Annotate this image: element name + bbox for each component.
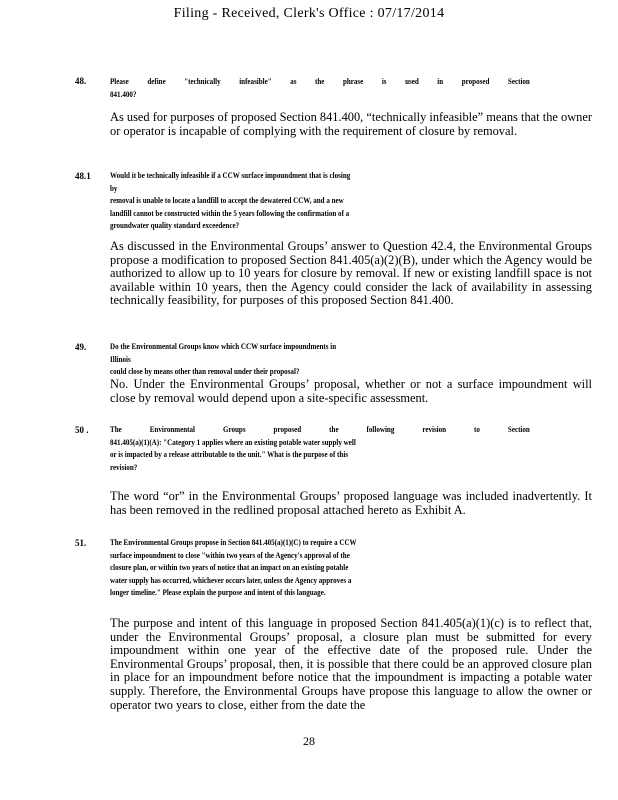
question-word: define (147, 76, 166, 86)
question-word: phrase (342, 76, 364, 86)
question-51-line: surface impoundment to close "within two years of the Agency's approval of the (110, 549, 350, 560)
question-51-line: water supply has occurred, whichever occurs later, unless the Agency approves a (110, 574, 352, 585)
question-50-line1 (110, 423, 530, 436)
question-word: used (405, 76, 419, 86)
question-48-1-number: 48.1 (75, 171, 91, 181)
answer-48-1: As discussed in the Environmental Groups’ answer to Question 42.4, the Environmental Groups propose a modification to proposed Section 841.405(a)(2)(B), under which the Agency would be authorized to allow up to 10 years for closure by removal. If new or existing landfill space is not available within 10 years, then the Agency could consider the lack of availability in assessing technically feasibility, for purposes of this proposed Section 841.400. (110, 239, 592, 308)
question-51-number: 51. (75, 538, 87, 548)
question-49-number: 49. (75, 342, 87, 352)
question-50-line: revision? (110, 461, 138, 472)
question-48-line1 (110, 75, 530, 88)
question-48-number: 48. (75, 76, 87, 86)
question-51-text (110, 536, 364, 599)
question-word: Environmental (149, 424, 196, 434)
question-51-line: longer timeline." Please explain the purpose and intent of this language. (110, 587, 326, 597)
question-50-line: or is impacted by a release attributable to the unit." What is the purpose of this (110, 449, 349, 459)
question-word: Section (507, 424, 530, 434)
question-word: as (290, 76, 297, 86)
question-48-1-line: Would it be technically infeasible if a CCW surface impoundment that is closing by (110, 170, 351, 193)
question-word: proposed (273, 424, 302, 434)
question-word: infeasible" (239, 76, 272, 86)
question-word: to (474, 424, 480, 434)
page-number: 28 (303, 734, 315, 748)
question-51-line: closure plan, or within two years of notice that an impact on an existing potable (110, 562, 349, 572)
question-48-1-line: removal is unable to locate a landfill to accept the dewatered CCW, and a new (110, 195, 344, 205)
question-50-line: 841.405(a)(1)(A): "Category 1 applies where an existing potable water supply well (110, 436, 356, 447)
question-49-line: could close by means other than removal under their proposal? (110, 366, 300, 376)
question-word: proposed (461, 76, 490, 86)
question-49-line: Do the Environmental Groups know which CCW surface impoundments in Illinois (110, 341, 337, 364)
question-50-text (110, 423, 530, 473)
answer-50: The word “or” in the Environmental Groups’ proposed language was included inadvertently. It has been removed in the redlined proposal attached hereto as Exhibit A. (110, 489, 592, 517)
question-word: following (366, 424, 395, 434)
answer-48: As used for purposes of proposed Section 841.400, “technically infeasible” means that the owner or operator is incapable of complying with the requirement of closure by removal. (110, 110, 592, 138)
question-51-line: The Environmental Groups propose in Section 841.405(a)(1)(C) to require a CCW (110, 537, 357, 547)
question-48-line2: 841.400? (110, 88, 137, 99)
question-48-text (110, 75, 530, 100)
question-50-number: 50 . (75, 425, 89, 435)
question-word: the (329, 424, 339, 434)
question-48-1-line: landfill cannot be constructed within the 5 years following the confirmation of a (110, 207, 350, 218)
answer-49: No. Under the Environmental Groups’ proposal, whether or not a surface impoundment will close by removal would depend upon a site-specific assessment. (110, 377, 592, 405)
question-word: the (315, 76, 325, 86)
question-word: Please (110, 76, 129, 86)
question-48-1-text (110, 169, 356, 232)
question-word: in (437, 76, 444, 86)
question-word: is (381, 76, 387, 86)
question-49-text (110, 340, 356, 378)
answer-51: The purpose and intent of this language in proposed Section 841.405(a)(1)(c) is to reflect that, under the Environmental Groups’ proposal, a closure plan must be submitted for every impoundment within one year of the effective date of the proposed rule. Under the Environmental Groups’ proposal, then, it is possible that there could be an approved closure plan in place for an impoundment before notice that the impoundment is impacting a potable water supply. Therefore, the Environmental Groups have propose this language to allow the owner or operator two years to close, either from the date the (110, 616, 592, 712)
question-word: Section (507, 76, 530, 86)
question-word: The (110, 424, 122, 434)
filing-header: Filing - Received, Clerk's Office : 07/17/2014 (173, 6, 445, 21)
question-word: "technically (184, 76, 221, 86)
question-word: Groups (222, 424, 246, 434)
question-word: revision (422, 424, 447, 434)
question-48-1-line: groundwater quality standard exceedence? (110, 220, 240, 230)
